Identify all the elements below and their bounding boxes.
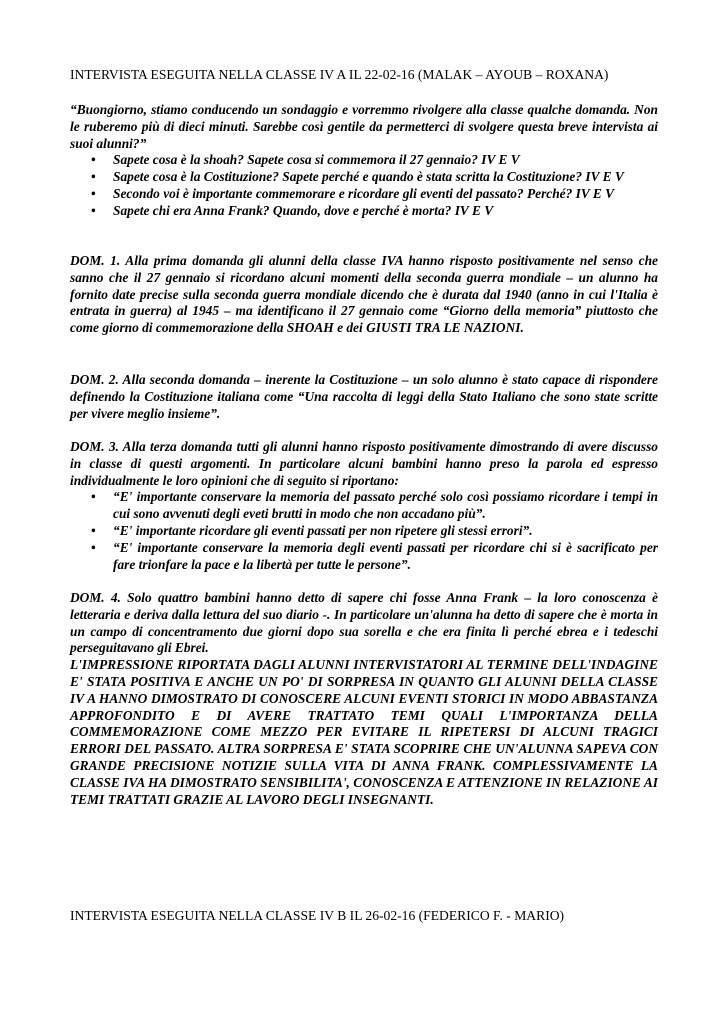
answer-item: • “E' importante conservare la memoria degli eventi passati per ricordare chi si è sacrificato per fare trionfare la pace e la libertà per tutte le persone”. — [91, 539, 658, 572]
dom4-paragraph: DOM. 4. Solo quattro bambini hanno detto di sapere chi fosse Anna Frank – la loro conoscenza è letteraria e deriva dalla lettura del suo diario -. In particolare un'alunna ha detto di sapere che è morta in un campo di concentramento due giorni dopo sua sorella e che era finita lì perché ebrea e i tedeschi perseguitavano gli Ebrei. — [70, 590, 658, 656]
questions-list — [70, 152, 658, 219]
dom4-block — [70, 590, 658, 808]
conclusion-paragraph: L'IMPRESSIONE RIPORTATA DAGLI ALUNNI INTERVISTATORI AL TERMINE DELL'INDAGINE E' STATA POSITIVA E ANCHE UN PO' DI SORPRESA IN QUANTO GLI ALUNNI DELLA CLASSE IV A HANNO DIMOSTRATO DI CONOSCERE ALCUNI EVENTI STORICI IN MODO ABBASTANZA APPROFONDITO E DI AVERE TRATTATO TEMI QUALI L'IMPORTANZA DELLA COMMEMORAZIONE COME MEZZO PER EVITARE IL RIPETERSI DI ALCUNI TRAGICI ERRORI DEL PASSATO. ALTRA SORPRESA E' STATA SCOPRIRE CHE UN'ALUNNA SAPEVA CON GRANDE PRECISIONE NOTIZIE SULLA VITA DI ANNA FRANK. COMPLESSIVAMENTE LA CLASSE IVA HA DIMOSTRATO SENSIBILITA', CONOSCENZA E ATTENZIONE IN RELAZIONE AI TEMI TRATTATI GRAZIE AL LAVORO DEGLI INSEGNANTI. — [70, 657, 658, 807]
question-item: • Sapete chi era Anna Frank? Quando, dove e perché è morta? IV E V — [91, 202, 494, 218]
bullet-icon: • — [91, 539, 96, 555]
bullet-icon: • — [91, 185, 96, 201]
question-item: • Secondo voi è importante commemorare e ricordare gli eventi del passato? Perché? IV E V — [91, 185, 615, 201]
dom2-paragraph: DOM. 2. Alla seconda domanda – inerente la Costituzione – un solo alunno è stato capace di rispondere definendo la Costituzione italiana come “Una raccolta di leggi della Stato Italiano che sono state scritte per vivere meglio insieme”. — [70, 372, 658, 421]
question-item: • Sapete cosa è la shoah? Sapete cosa si commemora il 27 gennaio? IV E V — [91, 152, 520, 168]
bullet-icon: • — [91, 489, 96, 505]
answer-item: • “E' importante conservare la memoria del passato perché solo così possiamo ricordare i tempi in cui sono avvenuti degli eveti brutti in modo che non accadano più”. — [91, 489, 658, 522]
interview-intro-block — [70, 102, 658, 220]
bullet-icon: • — [91, 522, 96, 538]
question-item: • Sapete cosa è la Costituzione? Sapete perché e quando è stata scritta la Costituzione? IV E V — [91, 169, 624, 185]
bullet-icon: • — [91, 152, 96, 168]
answer-item: • “E' importante ricordare gli eventi passati per non ripetere gli stessi errori”. — [91, 522, 533, 538]
dom3-paragraph: DOM. 3. Alla terza domanda tutti gli alunni hanno risposto positivamente dimostrando di avere discusso in classe di questi argomenti. In particolare alcuni bambini hanno preso la parola ed espresso individualmente le loro opinioni che di seguito si riportano: — [70, 439, 658, 488]
dom3-answers-list — [70, 489, 658, 573]
intro-paragraph: “Buongiorno, stiamo conducendo un sondaggio e vorremmo rivolgere alla classe qualche domanda. Non le ruberemo più di dieci minuti. Sarebbe così gentile da permetterci di svolgere questa breve intervista ai suoi alunni?” — [70, 102, 658, 151]
dom1-paragraph: DOM. 1. Alla prima domanda gli alunni della classe IVA hanno risposto positivamente nel senso che sanno che il 27 gennaio si ricordano alcuni momenti della seconda guerra mondiale – un alunno ha fornito date precise sulla seconda guerra mondiale dicendo che è durata dal 1940 (anno in cui l'Italia è entrata in guerra) al 1945 – ma identificano il 27 gennaio come “Giorno della memoria” piuttosto che come giorno di commemorazione della SHOAH e dei GIUSTI TRA LE NAZIONI. — [70, 253, 658, 336]
section-heading-iva: INTERVISTA ESEGUITA NELLA CLASSE IV A IL 22-02-16 (MALAK – AYOUB – ROXANA) — [70, 67, 609, 82]
section-heading-ivb: INTERVISTA ESEGUITA NELLA CLASSE IV B IL 26-02-16 (FEDERICO F. - MARIO) — [70, 908, 565, 923]
bullet-icon: • — [91, 202, 96, 218]
bullet-icon: • — [91, 169, 96, 185]
dom3-block — [70, 439, 658, 573]
